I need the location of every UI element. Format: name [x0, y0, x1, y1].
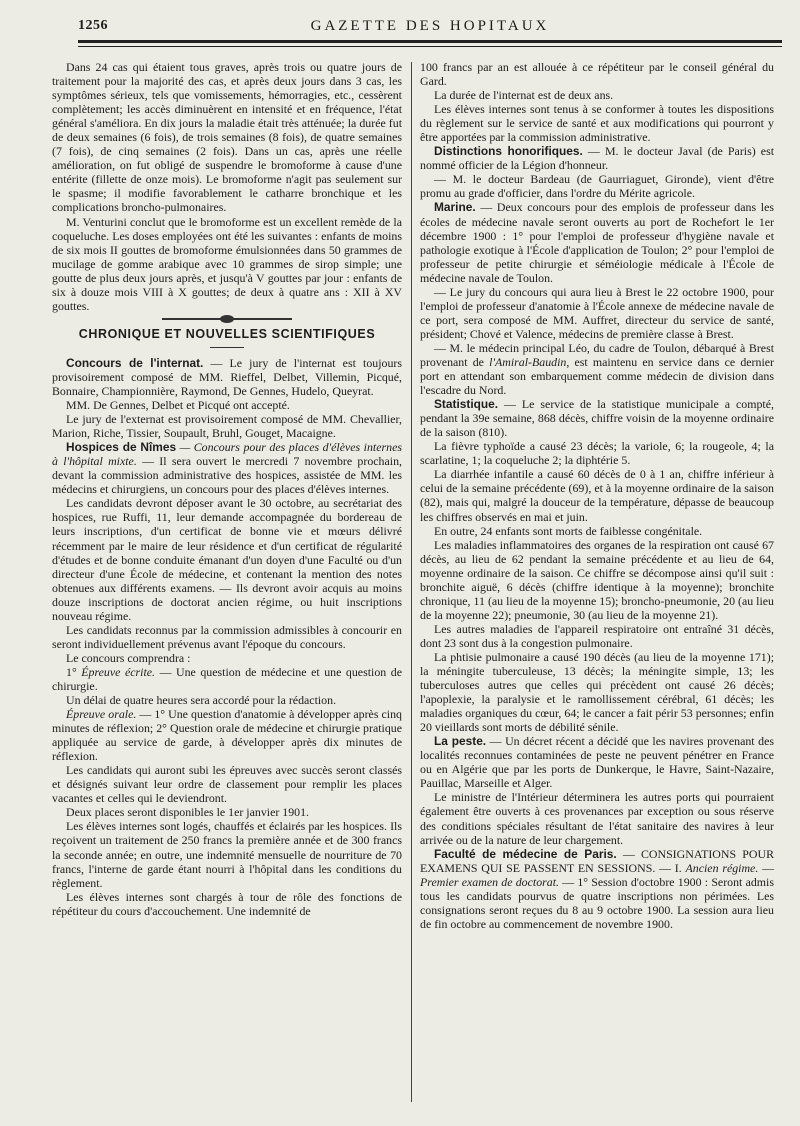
- paragraph-italic: Épreuve écrite.: [81, 664, 156, 679]
- paragraph: En outre, 24 enfants sont morts de faiblesse congénitale.: [434, 523, 703, 538]
- journal-title: GAZETTE DES HOPITAUX: [310, 18, 550, 34]
- paragraph-text: — 1° Session d'octobre 1900 : Seront admis tous les candidats pourvus de quatre inscriptions non périmées. Les consignations seront reçues du 8 au 9 octobre 1900. La session aura lieu de fin octobre au commencement de novembre 1900.: [420, 874, 774, 931]
- paragraph-italic: l'Amiral-Baudin: [489, 354, 567, 369]
- paragraph: [420, 144, 774, 172]
- paragraph: — M. le docteur Bardeau (de Gaurriaguet, Gironde), vient d'être promu au grade d'officier, dans l'ordre du Mérite agricole.: [420, 172, 774, 201]
- paragraph: [420, 397, 774, 439]
- paragraph-lead: Statistique.: [434, 397, 499, 412]
- paragraph-lead: Concours de l'internat.: [66, 355, 204, 370]
- paragraph: — Le jury du concours qui aura lieu à Brest le 22 octobre 1900, pour l'emploi de professeur d'anatomie à l'École annexe de médecine navale de ce port, sera composé de MM. Auffret, directeur du service de santé, président; Chové et Valence, médecins de première classe à Brest.: [420, 284, 774, 341]
- section-title: CHRONIQUE ET NOUVELLES SCIENTIFIQUES: [78, 326, 376, 341]
- paragraph-italic: Premier examen de doctorat.: [420, 874, 559, 889]
- divider: [210, 347, 244, 348]
- paragraph: La fièvre typhoïde a causé 23 décès; la variole, 6; la rougeole, 4; la scarlatine, 1; la coqueluche 2; la diphtérie 5.: [420, 439, 774, 468]
- paragraph-text: — Le service de la statistique municipale a compté, pendant la 39e semaine, 868 décès, chiffre voisin de la moyenne ordinaire de la saison (810).: [420, 397, 774, 440]
- paragraph-text: — Deux concours pour des emplois de professeur dans les écoles de médecine navale seront ouverts au port de Rochefort le 1er décembre 1900 : 1° pour l'emploi de professeur d'hygiène navale et pathologie exotique à l'École d'application de Toulon; 2° pour l'emploi de professeur de petite chirurgie et séméiologie médicale à l'École de médecine navale de Toulon.: [420, 200, 774, 285]
- paragraph-italic: Épreuve orale.: [66, 707, 137, 722]
- paragraph-text: — M. le médecin principal Léo, du cadre de Toulon, débarqué à Brest provenant de: [420, 340, 774, 369]
- paragraph-text: — CONSIGNATIONS POUR EXAMENS QUI SE PASSENT EN SESSIONS. — I.: [420, 846, 774, 875]
- paragraph: [52, 440, 402, 496]
- paragraph: La phtisie pulmonaire a causé 190 décès (au lieu de la moyenne 171); la méningite tuberculeuse, 13 décès; la méningite simple, 13; les tuberculoses autres que celles qui précèdent ont causé 26 décès; l'apoplexie, la paralysie et le ramollissement cérébral, 61 décès; les maladies organiques du cœur, 64; le cancer a fait périr 53 personnes; enfin 20 vieillards sont morts de débilité sénile.: [420, 649, 774, 735]
- paragraph: [52, 356, 402, 398]
- paragraph: Dans 24 cas qui étaient tous graves, après trois ou quatre jours de traitement pour la majorité des cas, et après deux jours dans 3 cas, les symptômes sérieux, tels que vomissements, hémorragies, etc., cessèrent complètement; les accès diminuèrent en intensité et en fréquence, l'état général s'améliora. En dix jours la maladie était très atténuée; la durée fut de deux semaines (6 fois), de trois semaines (8 fois), de quatre semaines (7 fois), de cinq semaines (2 fois). Dans un cas, après une réelle amélioration, on fut obligé de suspendre le bromoforme à cause d'une entérite (fillette de onze mois). Le bromoforme n'agit pas seulement sur le spasme; il modifie favorablement le catharre bronchique et les complications broncho-pulmonaires.: [52, 60, 402, 215]
- page-header: [78, 14, 782, 36]
- paragraph: [52, 665, 402, 693]
- list-number: 1°: [66, 664, 82, 679]
- paragraph: La durée de l'internat est de deux ans.: [434, 88, 614, 103]
- paragraph-text: —: [758, 860, 774, 875]
- paragraph: M. Venturini conclut que le bromoforme est un excellent remède de la coqueluche. Les doses employées ont été les suivantes : enfants de moins de six mois II gouttes de bromoforme émulsionnées dans 50 grammes de mucilage de gomme arabique avec 10 grammes de sirop simple; une goutte de plus deux jours après, et jusqu'à V gouttes par jour : enfants de six à douze mois VIII à X gouttes; de deux à quatre ans : XII à XV gouttes.: [52, 214, 402, 313]
- paragraph: [52, 707, 402, 763]
- paragraph-lead: Distinctions honorifiques.: [434, 144, 583, 159]
- paragraph: La diarrhée infantile a causé 60 décès de 0 à 1 an, chiffre inférieur à celui de la semaine précédente (69), et à la moyenne ordinaire de la saison (82), mais qui, malgré la douceur de la température, dépasse de beaucoup les chiffres observés en mai et juin.: [420, 467, 774, 524]
- paragraph: Les candidats devront déposer avant le 30 octobre, au secrétariat des hospices, rue Ruffi, 11, leur demande accompagnée du bordereau de leurs inscriptions, d'un certificat de bonne vie et mœurs délivré récemment par le maire de leur résidence et d'un certificat de régularité d'études et de bonne conduite émanant d'un doyen d'une Faculté ou d'un directeur d'une École de médecine, et contenant la mention des notes obtenues aux différents examens. — Ils devront avoir acquis au moins douze inscriptions de doctorat ancien régime, ou huit inscriptions nouveau régime.: [52, 496, 402, 623]
- paragraph-lead: Marine.: [434, 200, 476, 215]
- right-column: [420, 60, 774, 931]
- section-ornament: [52, 313, 402, 325]
- paragraph: Les autres maladies de l'appareil respiratoire ont entraîné 31 décès, dont 23 sont dus à la congestion pulmonaire.: [420, 621, 774, 650]
- header-rule-thick: [78, 40, 782, 43]
- paragraph: Le ministre de l'Intérieur déterminera les autres ports qui pourraient également être ouverts à ces provenances par exception ou sous réserve des conditions spéciales résultant de l'état sanitaire des navires à leur arrivée ou de la nature de leur chargement.: [420, 790, 774, 847]
- paragraph: Les maladies inflammatoires des organes de la respiration ont causé 67 décès, au lieu de 62 pendant la semaine précédente et au lieu de 64, moyenne ordinaire de la saison. Ce chiffre se décompose ainsi qu'il suit : bronchite aiguë, 6 décès (chiffre identique à la moyenne); bronchite chronique, 11 (au lieu de la moyenne 15); broncho-pneumonie, 20 (au lieu de la moyenne 22); pneumonie, 30 (au lieu de la moyenne 21).: [420, 537, 774, 622]
- paragraph: [420, 734, 774, 790]
- paragraph-lead: Faculté de médecine de Paris.: [434, 846, 617, 861]
- paragraph-italic: — Concours pour des places d'élèves internes à l'hôpital mixte.: [52, 440, 402, 469]
- paragraph: Les candidats reconnus par la commission admissibles à concourir en seront individuellement prévenus avant l'époque du concours.: [52, 622, 402, 651]
- paragraph-text: — M. le docteur Javal (de Paris) est nommé officier de la Légion d'honneur.: [420, 144, 774, 173]
- paragraph: Les élèves internes sont logés, chauffés et éclairés par les hospices. Ils reçoivent un traitement de 250 francs la première année et de 300 francs la seconde année; en outre, une indemnité mensuelle de nourriture de 70 francs, l'interne de garde étant nourri à l'hôpital dans les conditions du règlement.: [52, 819, 402, 890]
- paragraph-lead: Hospices de Nîmes: [66, 440, 177, 455]
- paragraph: Les candidats qui auront subi les épreuves avec succès seront classés et désignés suivant leur ordre de classement pour remplir les places vacantes et celles qui le deviendront.: [52, 763, 402, 806]
- paragraph-text: — 1° Une question d'anatomie à développer après cinq minutes de réflexion; 2° Question orale de médecine et chirurgie pratique appliquée au service de garde, à développer après dix minutes de réflexion.: [52, 707, 403, 764]
- paragraph-text: , est maintenu en service dans ce dernier port en attendant son embarquement comme médecin de division dans l'escadre du Nord.: [420, 354, 774, 398]
- paragraph-italic: Ancien régime.: [685, 860, 759, 875]
- paragraph-lead: La peste.: [434, 734, 487, 749]
- paragraph: [420, 847, 774, 931]
- paragraph: Le concours comprendra :: [66, 650, 191, 665]
- paragraph: Le jury de l'externat est provisoirement composé de MM. Chevallier, Marion, Riche, Tissier, Soupault, Bruhl, Gouget, Macaigne.: [52, 412, 402, 441]
- column-divider: [411, 62, 412, 1102]
- left-column: [52, 60, 402, 918]
- paragraph: Les élèves internes sont tenus à se conformer à toutes les dispositions du règlement sur le service de santé et aux modifications qui pourront y être apportées par la commission administrative.: [420, 102, 774, 145]
- paragraph: [420, 341, 774, 397]
- paragraph: Un délai de quatre heures sera accordé pour la rédaction.: [66, 693, 337, 708]
- paragraph-text: — Un décret récent a décidé que les navires provenant des localités reconnues contaminées de peste ne peuvent pénétrer en France ou en Algérie que par les ports de Dunkerque, le Havre, Saint-Nazaire, Pauillac, Marseille et Alger.: [420, 734, 775, 791]
- paragraph-text: — Une question de médecine et une question de chirurgie.: [52, 664, 402, 693]
- paragraph: Deux places seront disponibles le 1er janvier 1901.: [66, 805, 310, 820]
- paragraph: MM. De Gennes, Delbet et Picqué ont accepté.: [66, 398, 290, 413]
- header-rule-thin: [78, 46, 782, 47]
- page-number: 1256: [78, 18, 108, 33]
- paragraph: 100 francs par an est allouée à ce répétiteur par le conseil général du Gard.: [420, 60, 774, 89]
- paragraph-text: — Il sera ouvert le mercredi 7 novembre prochain, devant la commission administrative des hospices, assistée de MM. les médecins et chirurgiens, un concours pour des places d'élèves internes.: [52, 454, 402, 497]
- paragraph: Les élèves internes sont chargés à tour de rôle des fonctions de répétiteur du cours d'accouchement. Une indemnité de: [52, 889, 402, 918]
- paragraph-text: — Le jury de l'internat est toujours provisoirement composé de MM. Rieffel, Delbet, Villemin, Picqué, Bonnaire, Championnière, Raymond, De Gennes, Hudelo, Queyrat.: [52, 355, 402, 398]
- paragraph: [420, 200, 774, 284]
